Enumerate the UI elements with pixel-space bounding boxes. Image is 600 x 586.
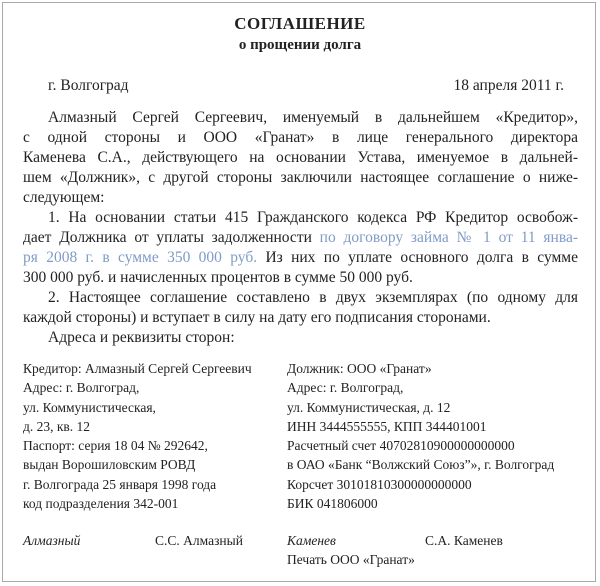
text-segment: Каменева С.А., действующего на основании Устава, именуемое в дальней- (23, 149, 578, 166)
creditor-details (23, 359, 313, 513)
document-subtitle: о прощении долга (238, 37, 362, 53)
paragraph-line (23, 228, 578, 248)
text-segment: 2. Настоящее соглашение составлено в двух экземплярах (по одному для (48, 289, 578, 306)
text-segment: Алмазный Сергей Сергеевич, именуемый в дальнейшем «Кредитор», (48, 109, 578, 126)
text-segment: Адреса и реквизиты сторон: (48, 329, 235, 346)
creditor-name: С.С. Алмазный (155, 533, 243, 548)
detail-line: ИНН 3444555555, КПП 344401001 (287, 418, 487, 434)
paragraph-line (23, 208, 578, 228)
agreement-body (23, 108, 578, 348)
detail-line: Корсчет 30101810300000000000 (287, 476, 472, 492)
creditor-signature: Алмазный (23, 533, 81, 548)
detail-line: выдан Ворошиловским РОВД (23, 457, 196, 473)
text-segment: с одной стороны и ООО «Гранат» в лице генерального директора (23, 129, 578, 146)
paragraph-line (23, 308, 578, 328)
date: 18 апреля 2011 г. (453, 77, 564, 94)
highlighted-text: ря 2008 г. в сумме 350 000 руб. (23, 249, 258, 266)
detail-line: г. Волгограда 25 января 1998 года (23, 476, 217, 492)
text-segment: 1. На основании статьи 415 Гражданского кодекса РФ Кредитор освобож- (48, 209, 578, 226)
city: г. Волгоград (48, 77, 129, 94)
detail-line: ул. Коммунистическая, д. 12 (287, 399, 451, 415)
paragraph-line (23, 268, 578, 288)
detail-line: Паспорт: серия 18 04 № 292642, (23, 438, 208, 454)
paragraph-line (23, 328, 578, 348)
text-segment: дает Должника от уплаты задолженности (23, 229, 320, 246)
debtor-name: С.А. Каменев (425, 533, 503, 548)
text-segment: каждой стороны) и вступает в силу на дату его подписания сторонами. (23, 309, 491, 326)
detail-line: код подразделения 342-001 (23, 496, 179, 512)
detail-line: Расчетный счет 40702810900000000000 (287, 438, 515, 454)
detail-line: Адрес: г. Волгоград, (287, 380, 404, 396)
text-segment: следующем: (23, 189, 105, 206)
detail-line: БИК 041806000 (287, 496, 378, 512)
paragraph-line (23, 248, 578, 268)
text-segment: 300 000 руб. и начисленных процентов в сумме 50 000 руб. (23, 269, 413, 286)
detail-line: в ОАО «Банк “Волжский Союз”», г. Волгоград (287, 457, 555, 473)
paragraph-line (23, 288, 578, 308)
paragraph-line (23, 148, 578, 168)
paragraph-line (23, 108, 578, 128)
paragraph-line (23, 128, 578, 148)
debtor-signature: Каменев (287, 533, 336, 548)
paragraph-line (23, 188, 578, 208)
debtor-details (287, 359, 577, 513)
detail-line: Кредитор: Алмазный Сергей Сергеевич (23, 361, 252, 376)
paragraph-line (23, 168, 578, 188)
detail-line: Адрес: г. Волгоград, (23, 380, 140, 396)
detail-line: ул. Коммунистическая, (23, 399, 156, 415)
text-segment: Из них по уплате основного долга в сумме (257, 249, 578, 266)
detail-line: д. 23, кв. 12 (23, 418, 91, 434)
detail-line: Должник: ООО «Гранат» (287, 361, 432, 376)
highlighted-text: по договору займа № 1 от 11 янва- (319, 229, 578, 246)
text-segment: шем «Должник», с другой стороны заключили настоящее соглашение о ниже- (23, 169, 578, 186)
document-title: СОГЛАШЕНИЕ (234, 14, 366, 33)
seal-label: Печать ООО «Гранат» (287, 552, 415, 567)
